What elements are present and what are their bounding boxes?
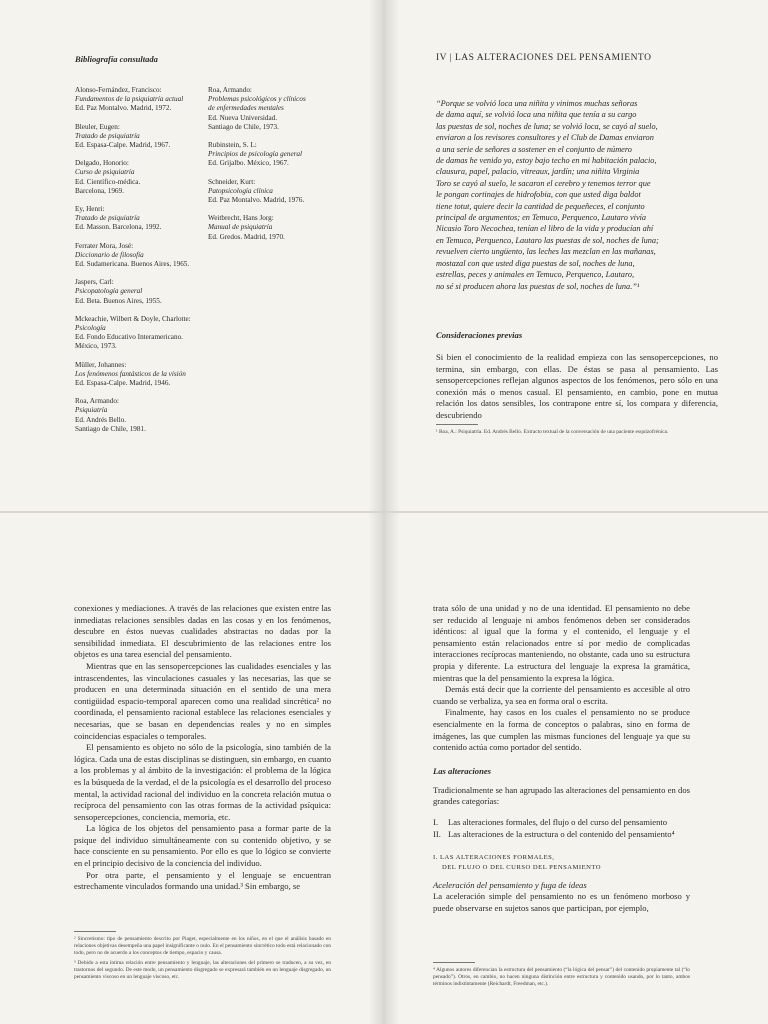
- quote-line: las puestas de sol, noches de luna; se volvió loca, se cayó al suelo,: [436, 121, 658, 131]
- entry-line: Tratado de psiquiatría: [75, 131, 140, 140]
- quote-line: clausura, papel, palacio, vitreaux, jardín; una niñita Virginia: [436, 167, 640, 177]
- bibliography-entry: [75, 123, 210, 151]
- footnote-rule: [433, 962, 475, 963]
- entry-line: Ed. Nueva Universidad.: [208, 113, 278, 122]
- bibliography-column-1: [75, 86, 210, 443]
- body-paragraph: Finalmente, hay casos en los cuales el pensamiento no se produce esencialmente en la forma de conceptos o palabras, sino en forma de imágenes, las que cumplen las mismas funciones del lenguaje ya que su contenido actúa como portador del sentido.: [433, 707, 690, 753]
- bibliography-entry: [75, 242, 210, 270]
- author-name: Rubinstein, S. L:: [208, 141, 257, 150]
- quote-line: le pongan cortinajes de hidrofobia, con que usted diga baldot: [436, 190, 641, 200]
- subsection-heading: Aceleración del pensamiento y fuga de ideas: [433, 880, 587, 891]
- list-item: [433, 817, 690, 829]
- entry-line: Diccionario de filosofía: [75, 250, 144, 259]
- author-name: Weitbrecht, Hans Jorg:: [208, 214, 274, 223]
- author-name: Delgado, Honorio:: [75, 159, 129, 168]
- patient-quote: [436, 98, 736, 292]
- entry-line: Ed. Científico-médica.: [75, 177, 141, 186]
- section-heading: Consideraciones previas: [436, 330, 523, 340]
- page-80: [0, 513, 383, 1024]
- body-paragraph: La aceleración simple del pensamiento no es un fenómeno morboso y puede observarse en sujetos sanos que participan, por ejemplo,: [433, 891, 690, 913]
- entry-line: Psiquiatría: [75, 406, 108, 415]
- bibliography-entry: [75, 159, 210, 196]
- entry-line: Ed. Paz Montalvo. Madrid, 1972.: [75, 104, 172, 113]
- entry-line: Curso de psiquiatría: [75, 168, 135, 177]
- author-name: Jaspers, Carl:: [75, 278, 114, 287]
- footnote-text: ³ Debido a esta íntima relación entre pensamiento y lenguaje, las alteraciones del primero se traducen, a su vez, en trastornos del segundo. De este modo, un pensamiento disgregado se expresará también en un lenguaje disgregado, un pensamiento viscoso en un lenguaje viscoso, etc.: [74, 959, 331, 981]
- text-block: [433, 603, 690, 914]
- list-number: II.: [433, 828, 441, 839]
- quote-line: Nicasio Toro Necochea, tenían el libro de la vida y producían ahí: [436, 224, 654, 234]
- entry-line: Ed. Grijalbo. México, 1967.: [208, 159, 289, 168]
- bibliography-entry: [75, 205, 210, 233]
- entry-line: Los fenómenos fantásticos de la visión: [75, 369, 186, 378]
- bibliography-entry: [208, 178, 348, 206]
- entry-line: Santiago de Chile, 1981.: [75, 424, 146, 433]
- quote-line: mostazal con que usted diga puestas de sol, noches de luna,: [436, 258, 635, 268]
- footnote-rule: [74, 931, 116, 932]
- entry-line: Manual de psiquiatría: [208, 223, 273, 232]
- footnote-text: ⁴ Algunos autores diferencian la estructura del pensamiento (“la lógica del pensar”) del contenido propiamente tal (“lo pensado”). Otros, en cambio, no hacen ninguna distinción entre estructura y contenido usando, por lo tanto, ambos términos indistintamente (Reichardt, Freedman, etc.).: [433, 967, 690, 988]
- categories-list: [433, 817, 690, 840]
- bibliography-entry: [75, 361, 210, 389]
- author-name: Roa, Armando:: [208, 86, 252, 94]
- entry-line: Tratado de psiquiatría: [75, 214, 140, 223]
- entry-line: Patopsicología clínica: [208, 186, 273, 195]
- bibliography-entry: [208, 214, 348, 242]
- entry-line: México, 1973.: [75, 342, 117, 351]
- chapter-title: IV | LAS ALTERACIONES DEL PENSAMIENTO: [436, 53, 652, 63]
- list-text: Las alteraciones formales, del flujo o del curso del pensamiento: [448, 816, 668, 827]
- author-name: Roa, Armando:: [75, 397, 119, 406]
- entry-line: Ed. Espasa-Calpe. Madrid, 1946.: [75, 379, 171, 388]
- body-paragraph: Demás está decir que la corriente del pensamiento es accesible al otro cuando se verbaliza, ya sea en forma oral o escrita.: [433, 684, 690, 706]
- quote-line: “Porque se volvió loca una niñita y vinimos muchas señoras: [436, 99, 638, 108]
- subsection-title: DEL FLUJO O DEL CURSO DEL PENSAMIENTO: [442, 863, 602, 871]
- entry-line: Principios de psicología general: [208, 150, 303, 159]
- quote-line: estrellas, peces y animales en Temuco, Perquenco, Lautaro,: [436, 270, 635, 280]
- section-heading: Las alteraciones: [433, 765, 492, 776]
- body-paragraph: Tradicionalmente se han agrupado las alteraciones del pensamiento en dos grandes categorías:: [433, 784, 690, 807]
- list-number: I.: [433, 816, 439, 827]
- author-name: Mckeachie, Wilbert & Doyle, Charlotte:: [75, 314, 191, 323]
- quote-line: principal de argumentos; en Temuco, Perquenco, Lautaro vivía: [436, 213, 647, 223]
- quote-line: Toro se cayó al suelo, le sacaron el cerebro y tenemos terror que: [436, 178, 651, 188]
- footnote: [433, 962, 690, 989]
- footnotes: [74, 931, 331, 981]
- subsection-title: I. LAS ALTERACIONES FORMALES,: [433, 854, 555, 862]
- quote-line: no sé si producen ahora las puestas de sol, noches de luna.”¹: [436, 281, 640, 291]
- quote-line: enviaron a los revisores consultores y el Club de Damas enviaron: [436, 133, 654, 143]
- body-paragraph: Por otra parte, el pensamiento y el lenguaje se encuentran estrechamente vinculados formando una unidad.³ Sin embargo, se: [74, 869, 331, 892]
- quote-line: de dama aquí, se volvió loca una niñita que tenía a su cargo: [436, 110, 637, 120]
- author-name: Ferrater Mora, José:: [75, 241, 134, 250]
- page-79: [385, 0, 768, 511]
- body-paragraph: El pensamiento es objeto no sólo de la psicología, sino también de la lógica. Cada una de estas disciplinas se distinguen, sin embargo, en cuanto a los problemas y al ámbito de la investigación: el problema de la lógica es la búsqueda de la verdad, el de la psicología es el desarrollo del proceso mental, la actividad racional del individuo en la concreta relación mutua o recíproca del pensamiento con las otras formas de la actividad psíquica: sensopercepciones, conciencia, memoria, etc.: [74, 742, 331, 822]
- body-paragraph: La lógica de los objetos del pensamiento pasa a formar parte de la psique del individuo simultáneamente con su contenido objetivo, y se hace consciente en su pensamiento. Por ello es que lo lógico se convierte en el principio decisivo de la conciencia del individuo.: [74, 823, 331, 869]
- list-item: [433, 829, 690, 841]
- entry-line: Ed. Fondo Educativo Interamericano.: [75, 333, 183, 342]
- bibliography-entry: [208, 141, 348, 169]
- quote-line: en Temuco, Perquenco, Lautaro las puestas de sol, noches de luna;: [436, 235, 659, 245]
- entry-line: Ed. Gredos. Madrid, 1970.: [208, 232, 285, 241]
- entry-line: Fundamentos de la psiquiatría actual: [75, 95, 184, 104]
- entry-line: Ed. Masson. Barcelona, 1992.: [75, 223, 162, 232]
- bibliography-entry: [75, 278, 210, 306]
- footnote-text: ² Sincretismo: tipo de pensamiento descrito por Piaget, especialmente en los niños, en el que el análisis basado en relaciones objetivas desempeña una papel insignificante o nulo. En el pensamiento sincrético todo está relacionado con todo, pero no de acuerdo a los conceptos de tiempo, espacio y causa.: [74, 936, 331, 957]
- entry-line: de enfermedades mentales: [208, 104, 284, 113]
- entry-line: Ed. Espasa-Calpe. Madrid, 1967.: [75, 141, 171, 150]
- quote-line: de damas he venido yo, estoy bajo techo en mi habitación palacio,: [436, 156, 657, 166]
- text-block: [74, 603, 331, 893]
- footnote-text: ¹ Roa, A.: Psiquiatría. Ed. Andrés Bello. Extracto textual de la conversación de una paciente esquizofrénica.: [436, 429, 669, 435]
- body-paragraph: Si bien el conocimiento de la realidad empieza con las sensopercepciones, no termina, sin embargo, con ellas. De éstas se pasa al pensamiento. Las sensopercepciones reflejan algunos aspectos de los fenómenos, pero sólo en una conexión más o menos casual. El pensamiento, en cambio, pone en mutua relación los datos sensibles, los contrapone entre sí, los compara y diferencia, descubriendo: [436, 352, 718, 420]
- body-paragraph: conexiones y mediaciones. A través de las relaciones que existen entre las inmediatas relaciones sensibles dadas en las cosas y en los fenómenos, descubre en éstos nuevas cualidades abstractas no dadas por la sensibilidad inmediata. El descubrimiento de las relaciones entre los objetos es una tarea esencial del pensamiento.: [74, 603, 331, 660]
- author-name: Müller, Johannes:: [75, 360, 127, 369]
- bibliography-entry: [208, 86, 348, 132]
- author-name: Schneider, Kurt:: [208, 177, 256, 186]
- entry-line: Psicopatología general: [75, 287, 143, 296]
- entry-line: Barcelona, 1969.: [75, 186, 124, 195]
- entry-line: Ed. Beta. Buenos Aires, 1955.: [75, 296, 162, 305]
- entry-line: Psicología: [75, 324, 106, 333]
- page-78: [0, 0, 383, 511]
- bibliography-entry: [75, 397, 210, 434]
- entry-line: Ed. Paz Montalvo. Madrid, 1976.: [208, 196, 305, 205]
- list-text: Las alteraciones de la estructura o del contenido del pensamiento⁴: [448, 828, 675, 839]
- quote-line: tiene totut, quiere decir la cantidad de pequeñeces, el conjunto: [436, 201, 645, 211]
- page-81: [385, 513, 768, 1024]
- entry-line: Problemas psicológicos y clínicos: [208, 95, 306, 104]
- bibliography-heading: Bibliografía consultada: [75, 54, 158, 64]
- quote-line: revuelven cierto ungüento, las leches las mezclan en las mañanas,: [436, 247, 656, 257]
- author-name: Ey, Henri:: [75, 205, 105, 214]
- footnote-rule: [436, 424, 478, 425]
- author-name: Bleuler, Eugen:: [75, 122, 120, 131]
- body-paragraph: Mientras que en las sensopercepciones las cualidades esenciales y las intrascendentes, las vinculaciones casuales y las necesarias, las que se producen en una determinada situación en el sentido de una mera contigüidad espacio-temporal aparecen como una realidad sincrética² no coordinada, el pensamiento racional establece las relaciones esenciales y necesarias, que se basan en dependencias reales y no en simples coincidencias espaciales o temporales.: [74, 660, 331, 741]
- bibliography-entry: [75, 86, 210, 114]
- quote-line: a una serie de señores a sostener en el conjunto de número: [436, 144, 632, 154]
- footnote: [436, 424, 718, 436]
- entry-line: Ed. Sudamericana. Buenos Aires, 1965.: [75, 260, 190, 269]
- author-name: Alonso-Fernández, Francisco:: [75, 86, 162, 94]
- entry-line: Santiago de Chile, 1973.: [208, 122, 279, 131]
- bibliography-entry: [75, 315, 210, 352]
- entry-line: Ed. Andrés Bello.: [75, 415, 127, 424]
- bibliography-column-2: [208, 86, 348, 251]
- body-paragraph: trata sólo de una unidad y no de una identidad. El pensamiento no debe ser reducido al lenguaje ni ambos fenómenos deben ser considerados idénticos: al igual que la forma y el contenido, el lenguaje y el pensamiento están relacionados entre sí por medio de complicadas interacciones recíprocas manteniendo, no obstante, cada uno su estructura propia y diferente. La estructura del lenguaje la expresa la gramática, mientras que la del pensamiento la expresa la lógica.: [433, 603, 690, 683]
